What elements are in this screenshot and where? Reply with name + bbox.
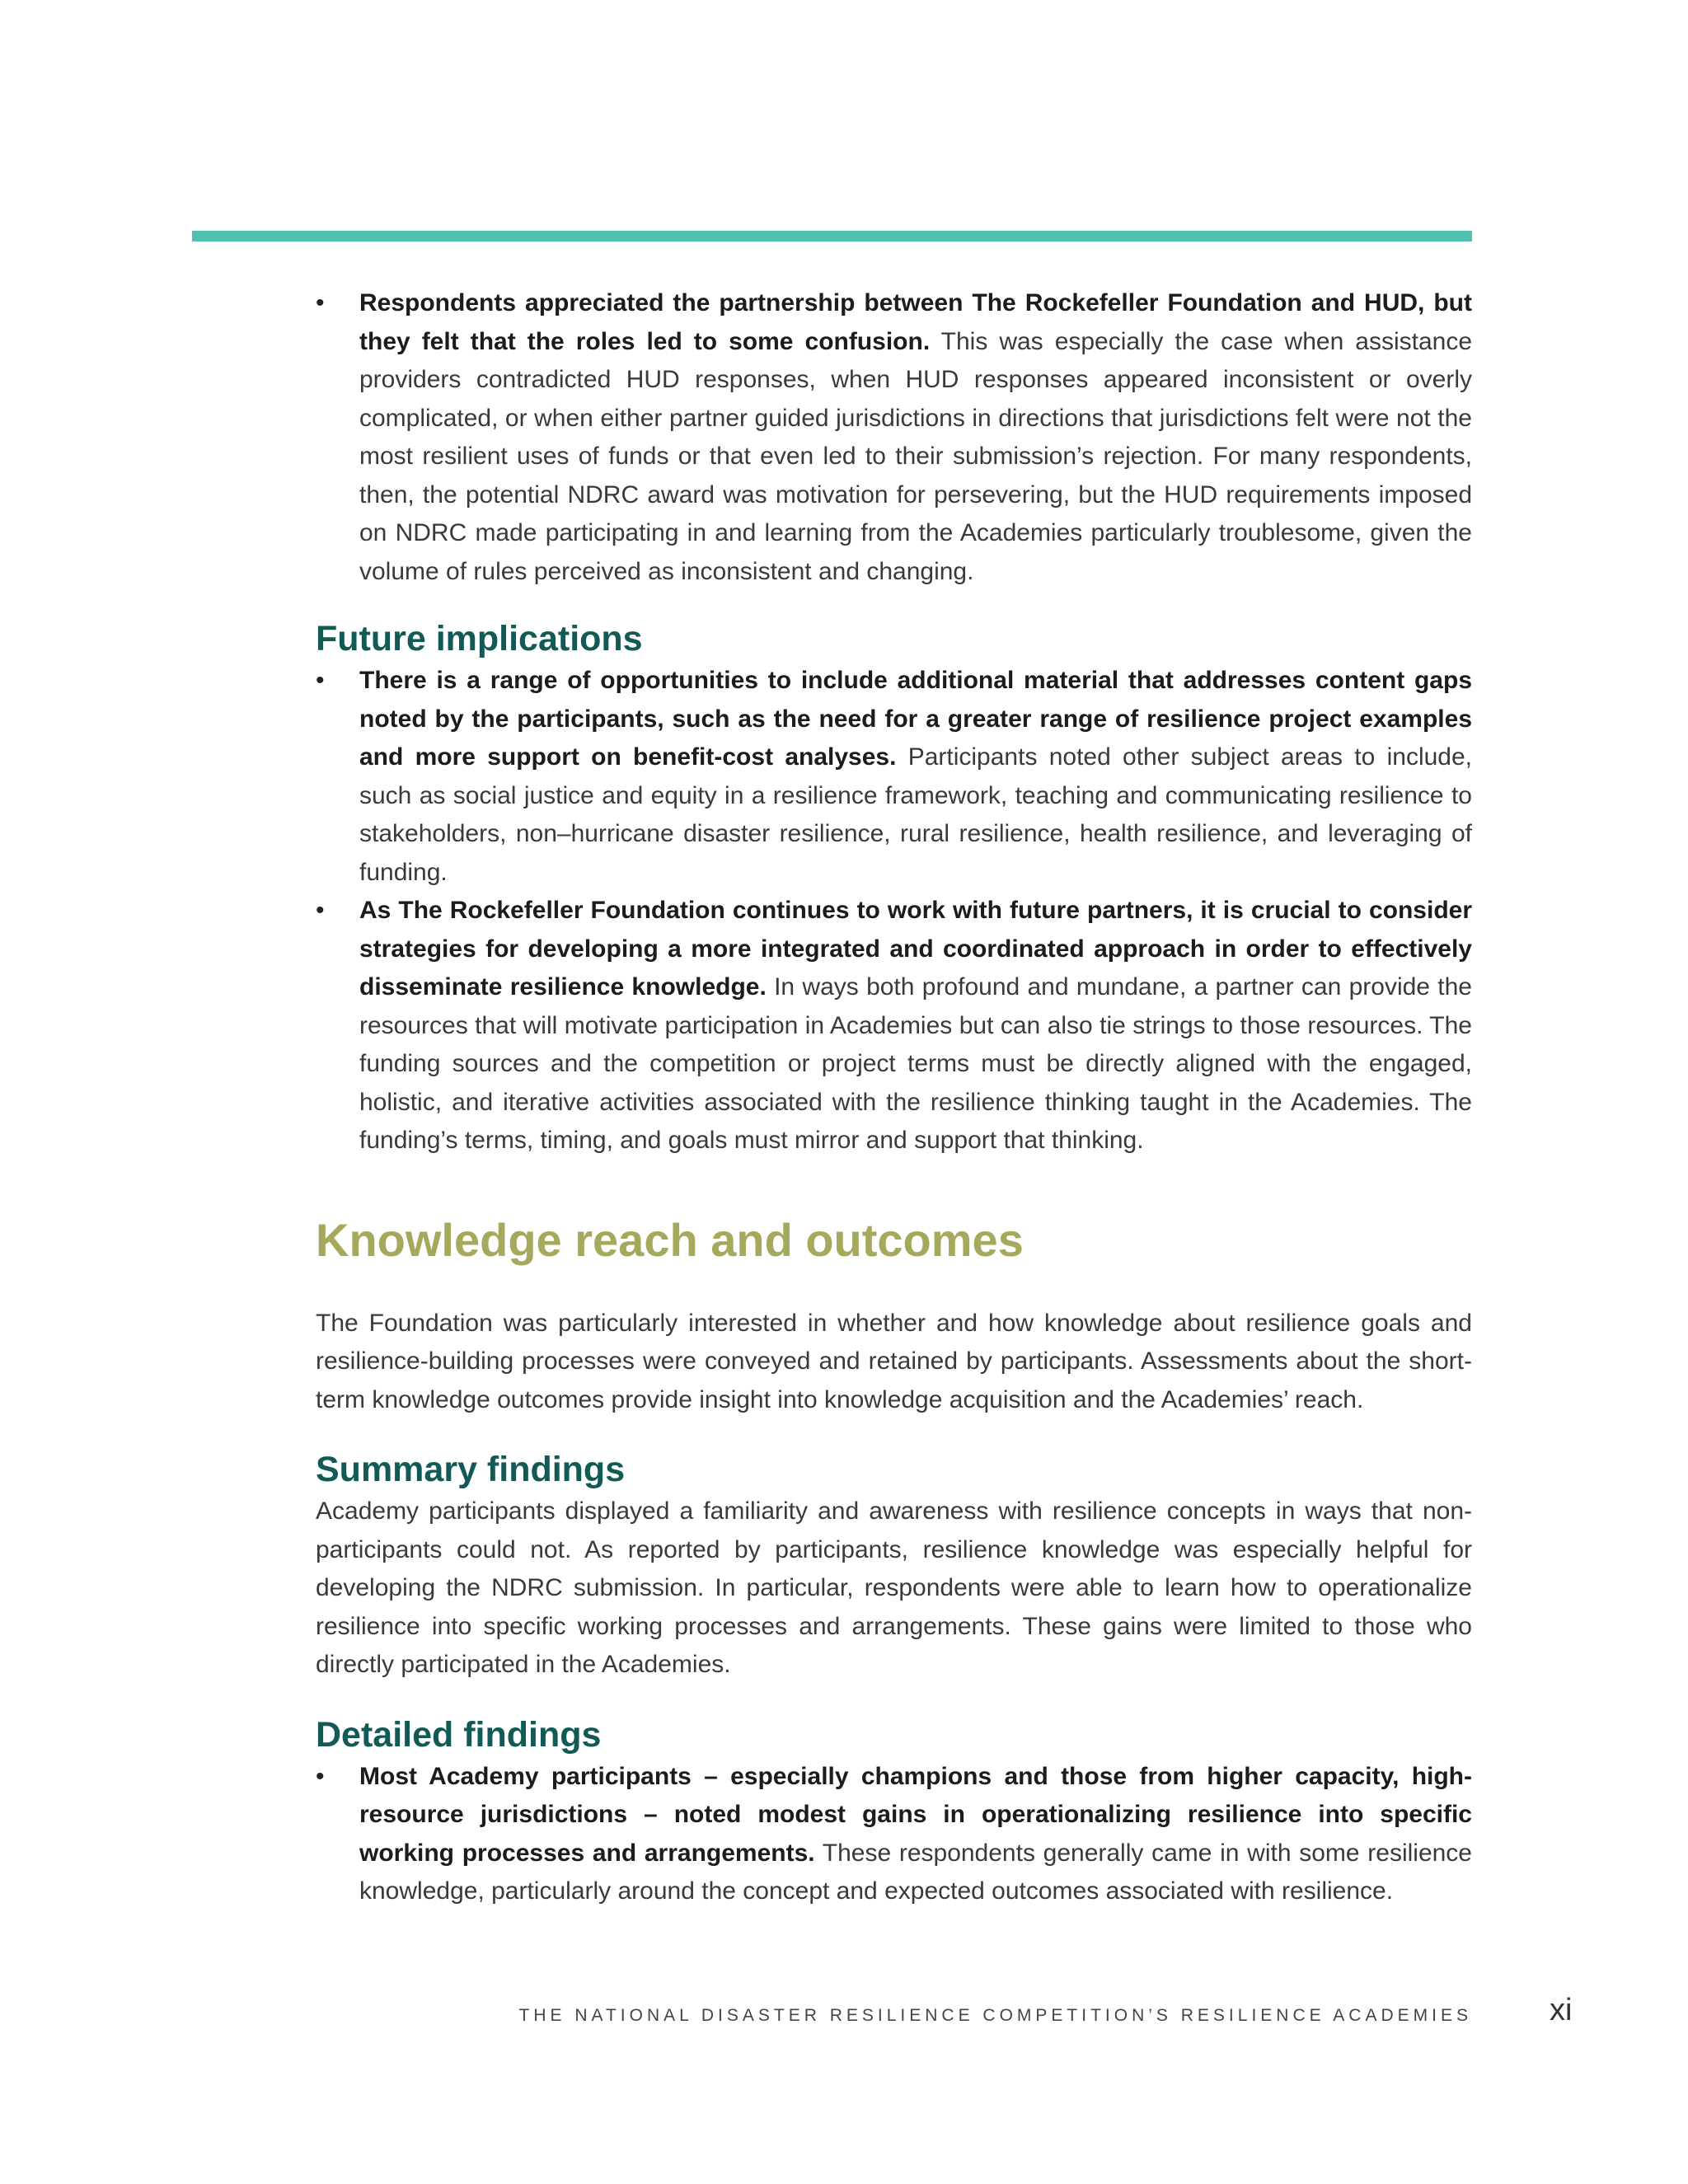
list-item	[316, 1758, 1472, 1911]
summary-findings-text: Academy participants displayed a familiarity and awareness with resilience concepts in ways that non-participants could not. As reported by participants, resilience knowledge was especially helpful for developing the NDRC submission. In particular, respondents were able to learn how to operationalize resilience into specific working processes and arrangements. These gains were limited to those who directly participated in the Academies.	[316, 1497, 1472, 1678]
list-item	[316, 892, 1472, 1160]
header-accent-rule	[192, 231, 1472, 241]
summary-findings-heading: Summary findings	[316, 1450, 626, 1489]
list-item	[316, 284, 1472, 591]
running-footer: THE NATIONAL DISASTER RESILIENCE COMPETITION’S RESILIENCE ACADEMIES	[518, 2006, 1472, 2025]
detailed-findings-heading: Detailed findings	[316, 1714, 602, 1755]
bullet-text: Participants noted other subject areas to include, such as social justice and equity in a resilience framework, teaching and communicating resilience to stakeholders, non–hurricane disaster resilience, rural resilience, health resilience, and leveraging of funding.	[359, 743, 1472, 886]
section-intro: The Foundation was particularly interested in whether and how knowledge about resilience goals and resilience-building processes were conveyed and retained by participants. Assessments about the short-term knowledge outcomes provide insight into knowledge acquisition and the Academies’ reach.	[316, 1309, 1472, 1413]
bullet-text: This was especially the case when assistance providers contradicted HUD responses, when HUD responses appeared inconsistent or overly complicated, or when either partner guided jurisdictions in directions that jurisdictions felt were not the most resilient uses of funds or that even led to their submission’s rejection. For many respondents, then, the potential NDRC award was motivation for persevering, but the HUD requirements imposed on NDRC made participating in and learning from the Academies particularly troublesome, given the volume of rules perceived as inconsistent and changing.	[359, 327, 1473, 585]
list-item	[316, 662, 1472, 892]
future-implications-list	[316, 662, 1472, 1160]
page-content	[316, 284, 1472, 1911]
future-implications-heading: Future implications	[316, 619, 643, 658]
detailed-findings-list	[316, 1758, 1472, 1911]
bullet-lead: Respondents appreciated the partnership between The Rockefeller Foundation and HUD, but they felt that the roles led to some confusion.	[359, 289, 1472, 355]
bullet-text: In ways both profound and mundane, a partner can provide the resources that will motivate participation in Academies but can also tie strings to those resources. The funding sources and the competition or project terms must be directly aligned with the engaged, holistic, and iterative activities associated with the resilience thinking taught in the Academies. The funding’s terms, timing, and goals must mirror and support that thinking.	[359, 973, 1472, 1154]
bullet-lead: There is a range of opportunities to include additional material that addresses content gaps noted by the participants, such as the need for a greater range of resilience project examples and more support on benefit-cost analyses.	[359, 667, 1472, 771]
section-title: Knowledge reach and outcomes	[316, 1213, 1024, 1266]
bullet-text: These respondents generally came in with some resilience knowledge, particularly around the concept and expected outcomes associated with resilience.	[359, 1839, 1472, 1905]
bullet-lead: Most Academy participants – especially champions and those from higher capacity, high-resource jurisdictions – noted modest gains in operationalizing resilience into specific working processes and arrangements.	[359, 1762, 1472, 1867]
bullet-list-continued	[316, 284, 1472, 591]
page-number: xi	[1550, 1993, 1573, 2027]
bullet-lead: As The Rockefeller Foundation continues to work with future partners, it is crucial to consider strategies for developing a more integrated and coordinated approach in order to effectively disseminate resilience knowledge.	[359, 897, 1472, 1001]
